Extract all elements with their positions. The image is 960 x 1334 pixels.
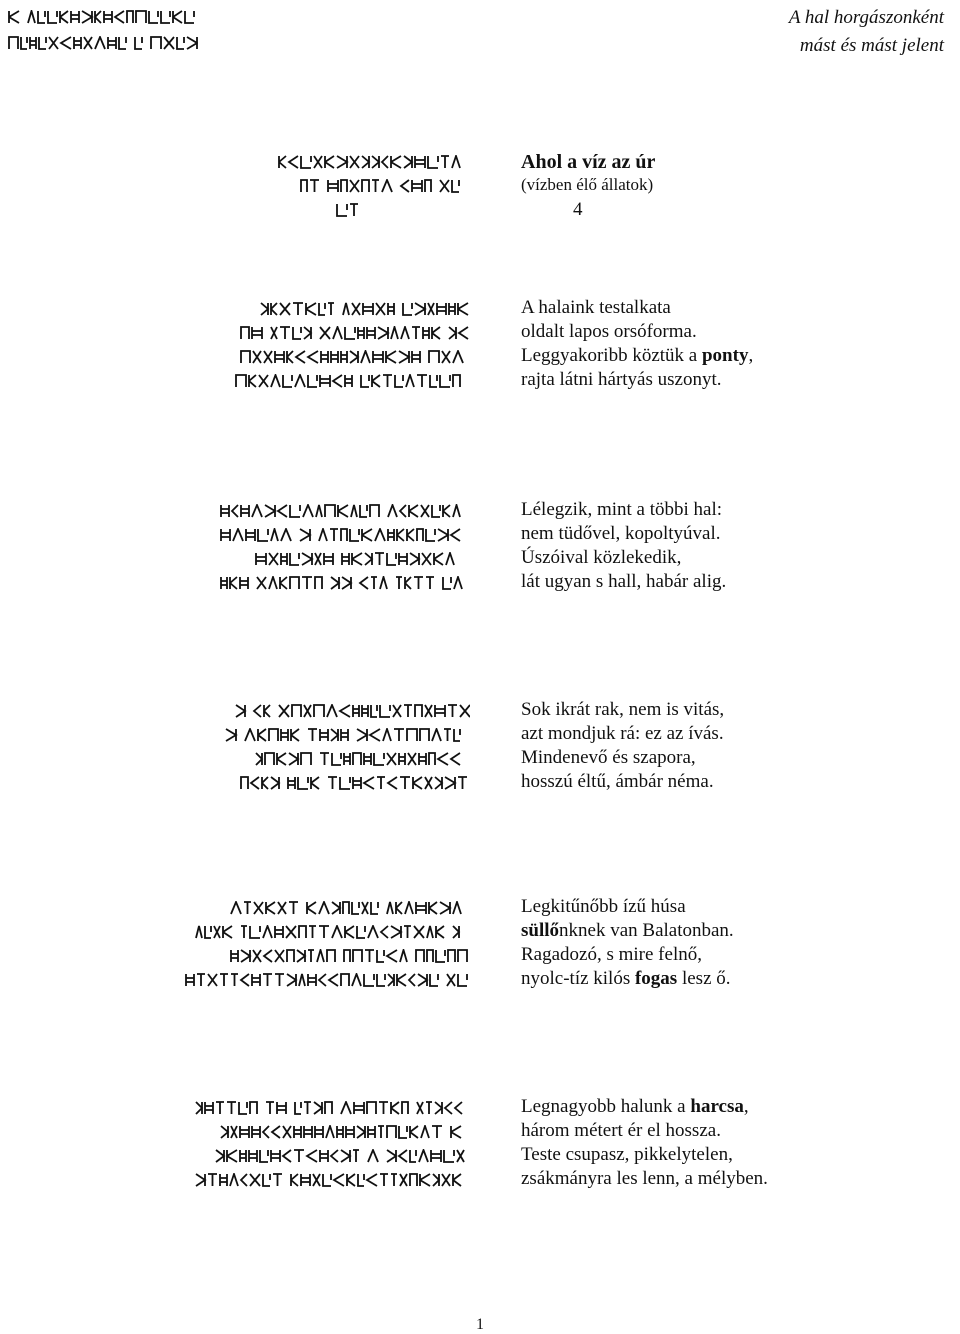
stanza-line [521,546,726,570]
rune-line [220,576,470,590]
line-text: , [743,1096,749,1117]
stanza-line [521,570,726,594]
emphasized-word: fogas [634,968,678,989]
rune-line [235,704,470,718]
line-text: A halaink testalkata [521,297,671,318]
stanza-line [521,698,724,722]
stanza-line [521,967,734,991]
rune-line [255,552,470,566]
line-text: Legnagyobb halunk a [521,1096,691,1117]
rune-line [300,179,470,193]
rune-stanza [220,504,470,600]
rune-line [240,350,470,364]
emphasized-word: harcsa [690,1096,744,1117]
rune-stanza [225,704,470,800]
rune-line [8,36,198,50]
stanza [521,498,726,594]
line-text: hosszú éltű, ámbár néma. [521,771,714,792]
stanza-line [521,296,753,320]
line-text: , [748,345,754,366]
stanza [521,698,724,794]
rune-line [185,973,470,987]
line-text: zsákmányra les lenn, a mélyben. [521,1168,768,1189]
rune-line [230,949,470,963]
stanza-line [521,1143,768,1167]
poem-title-block [521,150,655,224]
stanza-line [521,895,734,919]
rune-stanza [185,901,470,997]
rune-header [8,10,198,50]
stanza-line [521,1167,768,1191]
stanza-line [521,522,726,546]
stanza [521,1095,768,1191]
emphasized-word: süllő [521,920,560,941]
poem-title: Ahol a víz az úr [521,151,656,173]
line-text: nem tüdővel, kopoltyúval. [521,523,721,544]
header-line-2: mást és mást jelent [799,35,944,56]
stanza-line [521,770,724,794]
rune-line [225,728,470,742]
rune-line [278,155,470,169]
rune-line [260,302,470,316]
rune-line [220,504,470,518]
rune-line [240,326,470,340]
emphasized-word: ponty [701,345,749,366]
poem-subtitle: (vízben élő állatok) [521,175,654,194]
rune-stanza [235,302,470,398]
rune-line [255,752,470,766]
page-number: 1 [476,1316,484,1333]
rune-line [235,374,470,388]
line-text: nknek van Balatonban. [559,920,734,941]
rune-line [195,1173,470,1187]
rune-line [336,203,362,217]
stanza-line [521,368,753,392]
rune-line [230,901,470,915]
stanza [521,296,753,392]
line-text: oldalt lapos orsóforma. [521,321,697,342]
line-text: Ragadozó, s mire felnő, [521,944,702,965]
line-text: nyolc-tíz kilós [521,968,635,989]
line-text: Legkitűnőbb ízű húsa [521,896,686,917]
rune-stanza [195,1101,470,1197]
rune-title [278,155,470,227]
rune-line [240,776,470,790]
line-text: Úszóival közlekedik, [521,547,682,568]
line-text: három métert ér el hossza. [521,1120,721,1141]
page-header [789,4,944,60]
line-text: Lélegzik, mint a többi hal: [521,499,723,520]
rune-line [195,1101,470,1115]
stanza-line [521,746,724,770]
stanza-line [521,943,734,967]
stanza-line [521,344,753,368]
stanza-line [521,919,734,943]
line-text: azt mondjuk rá: ez az ívás. [521,723,724,744]
rune-line [215,1149,470,1163]
rune-line [8,10,198,24]
line-text: Teste csupasz, pikkelytelen, [521,1144,733,1165]
line-text: Mindenevő és szapora, [521,747,696,768]
stanza [521,895,734,991]
stanza-line [521,498,726,522]
header-line-1: A hal horgászonként [788,7,944,28]
rune-line [220,1125,470,1139]
line-text: rajta látni hártyás uszonyt. [521,369,722,390]
rune-line [220,528,470,542]
line-text: lesz ő. [677,968,731,989]
stanza-line [521,722,724,746]
stanza-line [521,1119,768,1143]
line-text: lát ugyan s hall, habár alig. [521,571,727,592]
poem-number: 4 [573,199,583,220]
line-text: Leggyakoribb köztük a [521,345,702,366]
stanza-line [521,1095,768,1119]
stanza-line [521,320,753,344]
rune-line [195,925,470,939]
line-text: Sok ikrát rak, nem is vitás, [521,699,725,720]
